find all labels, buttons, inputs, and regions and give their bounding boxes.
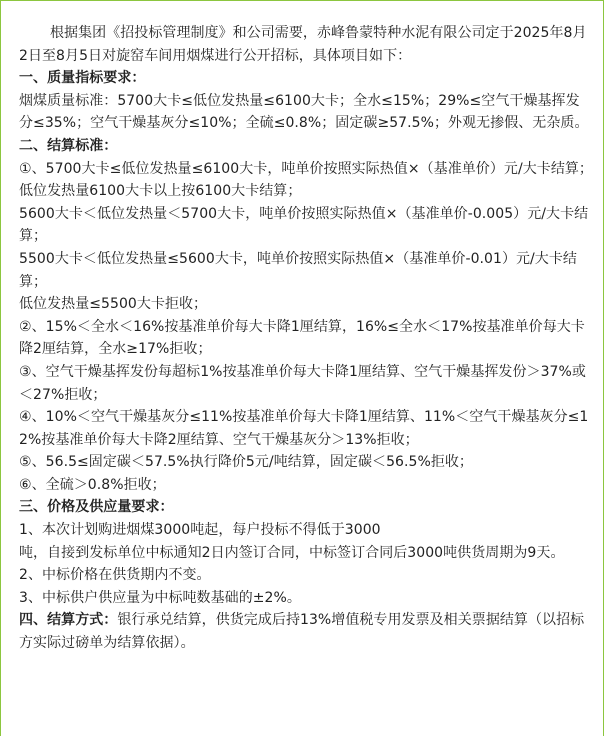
- settlement-line: 5500大卡＜低位发热量≤5600大卡，吨单价按照实际热值×（基准单价-0.01）元/大卡结算；: [19, 250, 577, 290]
- section-heading-settlement-standard: 二、结算标准：: [19, 137, 118, 154]
- price-supply-line: 吨，自接到发标单位中标通知2日内签订合同，中标签订合同后3000吨供货周期为9天。: [19, 544, 565, 561]
- settlement-line: 低位发热量≤5500大卡拒收；: [19, 296, 208, 313]
- settlement-line: ②、15%＜全水＜16%按基准单价每大卡降1厘结算，16%≤全水＜17%按基准单价每大卡降2厘结算，全水≥17%拒收；: [19, 318, 585, 358]
- price-supply-line: 3、中标供户供应量为中标吨数基础的±2%。: [19, 589, 301, 606]
- price-supply-line: 1、本次计划购进烟煤3000吨起，每户投标不得低于3000: [19, 522, 381, 539]
- settlement-line: ④、10%＜空气干燥基灰分≤11%按基准单价每大卡降1厘结算、11%＜空气干燥基灰分≤12%按基准单价每大卡降2厘结算、空气干燥基灰分＞13%拒收；: [19, 409, 589, 448]
- section-heading-payment: 四、结算方式：: [19, 612, 118, 629]
- settlement-line: ③、空气干燥基挥发份每超标1%按基准单价每大卡降1厘结算、空气干燥基挥发份＞37%或＜27%拒收；: [19, 363, 586, 403]
- intro-paragraph: 根据集团《招投标管理制度》和公司需要，赤峰鲁蒙特种水泥有限公司定于2025年8月2日至8月5日对旋窑车间用烟煤进行公开招标，具体项目如下：: [19, 25, 587, 64]
- section-heading-price-supply: 三、价格及供应量要求：: [19, 499, 174, 516]
- settlement-line: ⑤、56.5≤固定碳＜57.5%执行降价5元/吨结算，固定碳＜56.5%拒收；: [19, 454, 473, 471]
- settlement-line: 5600大卡＜低位发热量＜5700大卡，吨单价按照实际热值×（基准单价-0.005）元/大卡结算；: [19, 205, 589, 245]
- section-heading-quality: 一、质量指标要求：: [19, 70, 146, 87]
- payment-method-text: 银行承兑结算，供货完成后持13%增值税专用发票及相关票据结算（以招标方实际过磅单为结算依据）。: [19, 612, 585, 652]
- price-supply-line: 2、中标价格在供货期内不变。: [19, 567, 211, 584]
- payment-method-paragraph: [19, 609, 593, 654]
- settlement-line: ⑥、全硫＞0.8%拒收；: [19, 476, 166, 493]
- settlement-line: ①、5700大卡≤低位发热量≤6100大卡，吨单价按照实际热值×（基准单价）元/大卡结算；低位发热量6100大卡以上按6100大卡结算；: [19, 160, 593, 200]
- document-body: [19, 22, 593, 655]
- quality-standard-paragraph: 烟煤质量标准：5700大卡≤低位发热量≤6100大卡；全水≤15%；29%≤空气干燥基挥发分≤35%；空气干燥基灰分≤10%；全硫≤0.8%；固定碳≥57.5%；外观无掺假、无杂质。: [19, 92, 589, 132]
